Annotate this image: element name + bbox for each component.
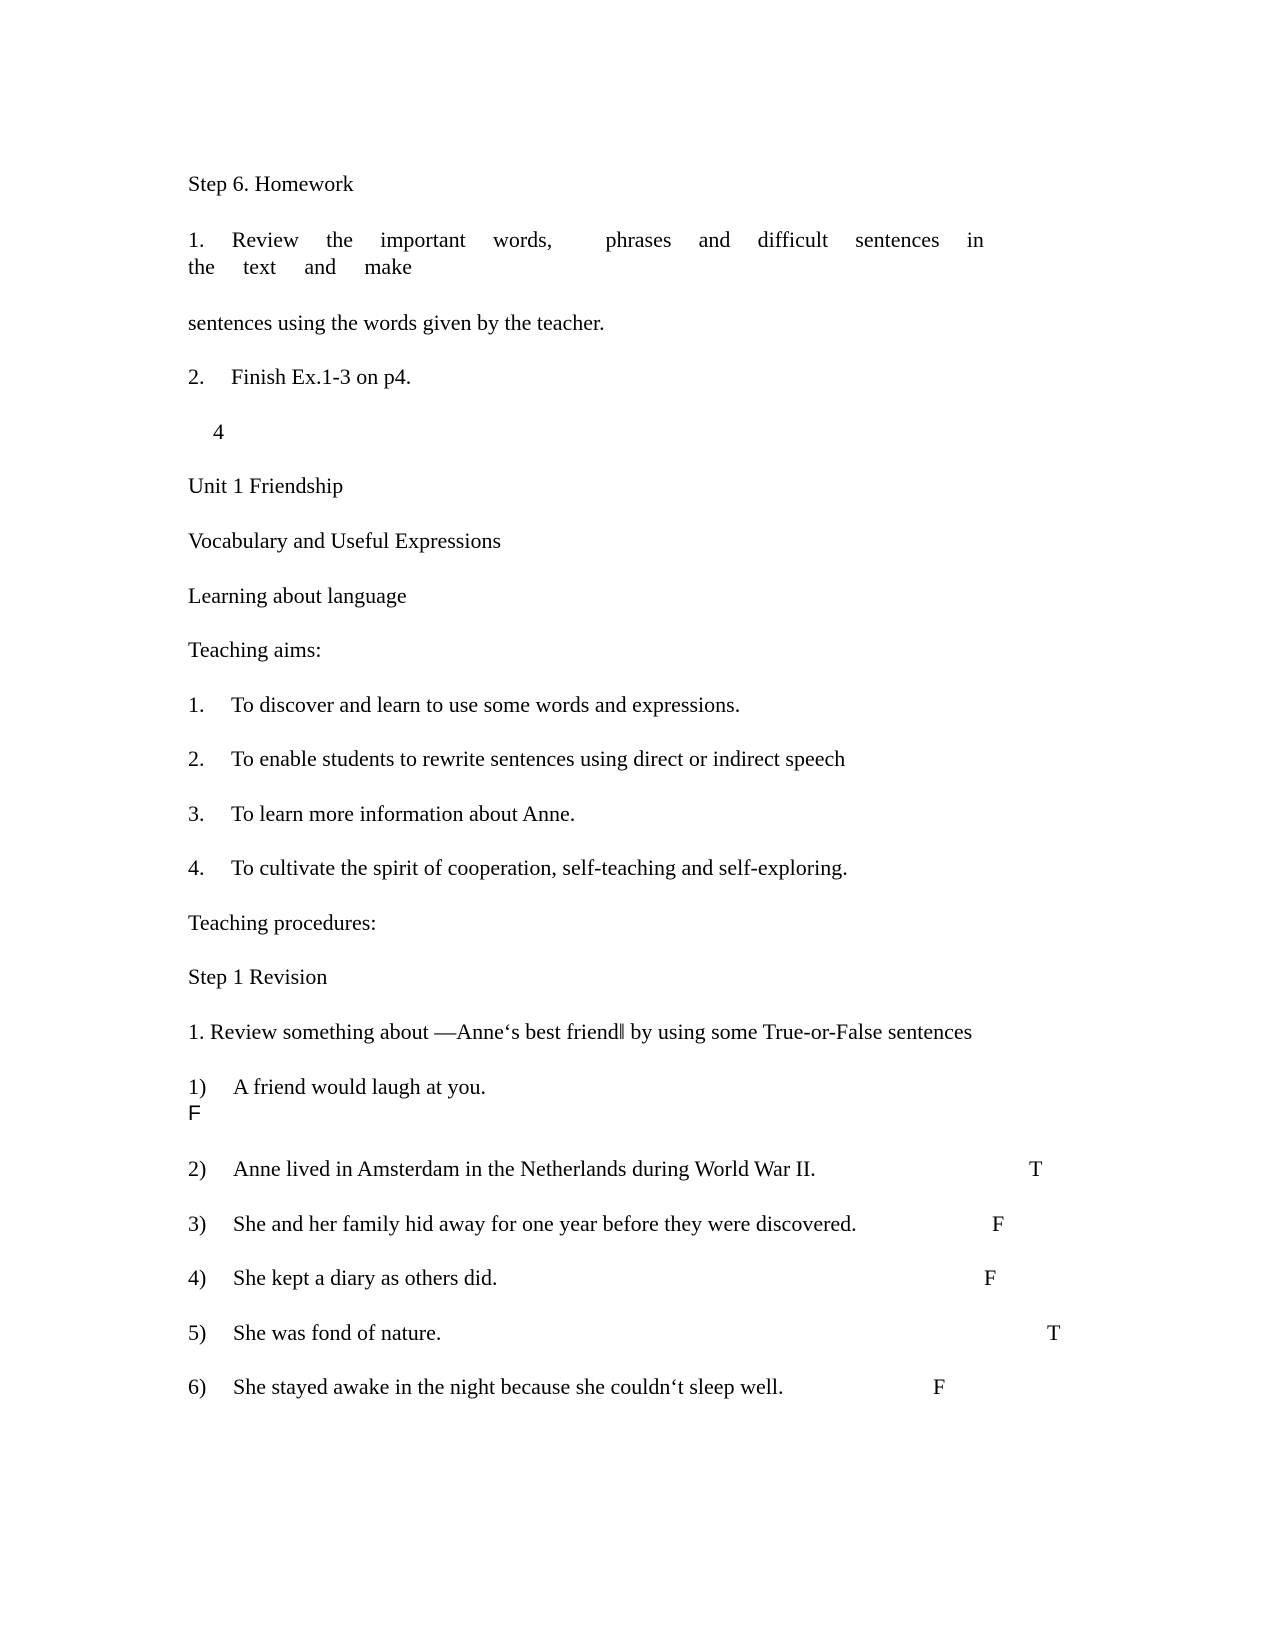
word: make [364,254,412,279]
statement-answer: F [188,1102,201,1125]
word: difficult [757,227,829,252]
word: phrases [605,227,672,252]
aim-text: To discover and learn to use some words and expressions. [231,692,741,717]
homework-item-1-num: 1. [188,227,205,252]
aim-num: 1. [188,692,205,717]
statement-answer: T [1047,1320,1061,1345]
word: the [188,254,215,279]
word: words, [492,227,553,252]
aims-heading: Teaching aims: [188,637,322,662]
aim-text: To cultivate the spirit of cooperation, self-teaching and self-exploring. [231,855,848,880]
step-1-heading: Step 1 Revision [188,964,328,989]
statement-text: She kept a diary as others did. [233,1265,498,1290]
statement-num: 4) [188,1265,207,1290]
unit-subtitle: Vocabulary and Useful Expressions [188,528,502,553]
homework-item-1-continuation: sentences using the words given by the teacher. [188,310,605,335]
homework-item-1-line-2 [188,253,412,281]
word: text [243,254,277,279]
procedures-heading: Teaching procedures: [188,910,377,935]
statement-text: She was fond of nature. [233,1320,442,1345]
statement-text: She and her family hid away for one year before they were discovered. [233,1211,857,1236]
statement-answer: F [933,1374,946,1399]
word: Review [231,227,299,252]
review-instruction: 1. Review something about ―Anne‘s best friend‖ by using some True-or-False sentences [188,1019,973,1044]
statement-answer: F [984,1265,997,1290]
page-number: 4 [213,419,224,444]
statement-num: 2) [188,1156,207,1181]
word: and [698,227,731,252]
statement-num: 1) [188,1074,207,1099]
statement-text: A friend would laugh at you. [233,1074,486,1099]
word: sentences [855,227,940,252]
aim-num: 4. [188,855,205,880]
word: and [304,254,337,279]
statement-num: 6) [188,1374,207,1399]
homework-heading: Step 6. Homework [188,171,354,196]
statement-num: 5) [188,1320,207,1345]
word: the [326,227,353,252]
statement-num: 3) [188,1211,207,1236]
statement-answer: T [1029,1156,1043,1181]
statement-answer: F [992,1211,1005,1236]
aim-num: 2. [188,746,205,771]
homework-item-2-num: 2. [188,364,205,389]
word: in [966,227,984,252]
statement-text: Anne lived in Amsterdam in the Netherlands during World War II. [233,1156,816,1181]
aim-text: To learn more information about Anne. [231,801,576,826]
homework-item-2-text: Finish Ex.1-3 on p4. [231,364,412,389]
statement-text: She stayed awake in the night because she couldn‘t sleep well. [233,1374,784,1399]
section-title: Learning about language [188,583,407,608]
homework-item-1-line-1 [188,226,984,254]
word: important [380,227,466,252]
unit-title: Unit 1 Friendship [188,473,344,498]
aim-num: 3. [188,801,205,826]
aim-text: To enable students to rewrite sentences using direct or indirect speech [231,746,846,771]
